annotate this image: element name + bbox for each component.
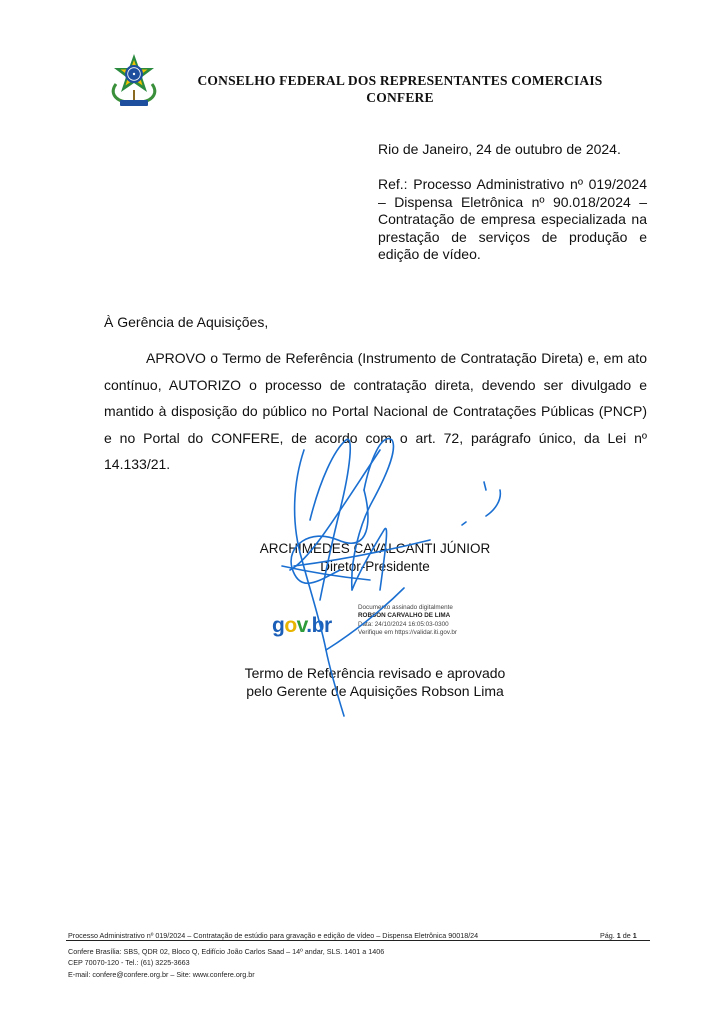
footer-page-number [600,931,637,940]
page-current: 1 [616,931,621,940]
review-note-line1: Termo de Referência revisado e aprovado [244,665,506,681]
org-short: CONFERE [366,90,434,105]
govbr-logo: gov.br [272,614,332,637]
footer-address-line1: Confere Brasília: SBS, QDR 02, Bloco Q, Edifício João Carlos Saad – 14º andar, SLS. 1401 a 1406 [68,947,385,956]
page-prefix: Pág. [600,931,615,940]
digital-signature-label: Documento assinado digitalmente [358,604,453,611]
digital-signature-date: Data: 24/10/2024 16:05:03-0300 [358,620,449,628]
reference-block: Ref.: Processo Administrativo nº 019/2024 – Dispensa Eletrônica nº 90.018/2024 – Contratação de empresa especializada na prestação de serviços de produção e edição de vídeo. [378,176,647,262]
org-name: CONSELHO FEDERAL DOS REPRESENTANTES COMERCIAIS [197,73,603,88]
footer-address [68,946,384,980]
footer-divider [66,940,650,941]
digital-signature-stamp [272,604,472,650]
review-note-line2: pelo Gerente de Aquisições Robson Lima [246,683,504,699]
digital-signature-text [358,604,457,638]
footer-address-line2: CEP 70070-120 - Tel.: (61) 3225-3663 [68,958,190,968]
body-paragraph: APROVO o Termo de Referência (Instrumento de Contratação Direta) e, em ato contínuo, AUTORIZO o processo de contratação direta, devendo ser divulgado e mantido à disposição do público no Portal Nacional de Contratações Públicas (PNCP) e no Portal do CONFERE, de acordo com o art. 72, parágrafo único, da Lei nº 14.133/21. [104,350,647,472]
page-sep: de [622,931,631,940]
footer-process-line: Processo Administrativo nº 019/2024 – Contratação de estúdio para gravação e edição de vídeo – Dispensa Eletrônica 90018/24 [68,931,479,940]
review-note [175,664,575,700]
date-line: Rio de Janeiro, 24 de outubro de 2024. [378,141,621,157]
digital-signature-verify: Verifique em https://validar.iti.gov.br [358,629,457,637]
footer-address-line3: E-mail: confere@confere.org.br – Site: www.confere.org.br [68,969,255,979]
salutation: À Gerência de Aquisições, [104,314,269,330]
coat-of-arms-icon [106,52,162,110]
signatory-name: ARCHIMEDES CAVALCANTI JÚNIOR [259,541,491,556]
org-header [170,72,630,106]
digital-signature-signer: ROBSON CARVALHO DE LIMA [358,612,451,620]
signatory-role: Diretor-Presidente [320,559,430,574]
page-total: 1 [632,931,637,940]
